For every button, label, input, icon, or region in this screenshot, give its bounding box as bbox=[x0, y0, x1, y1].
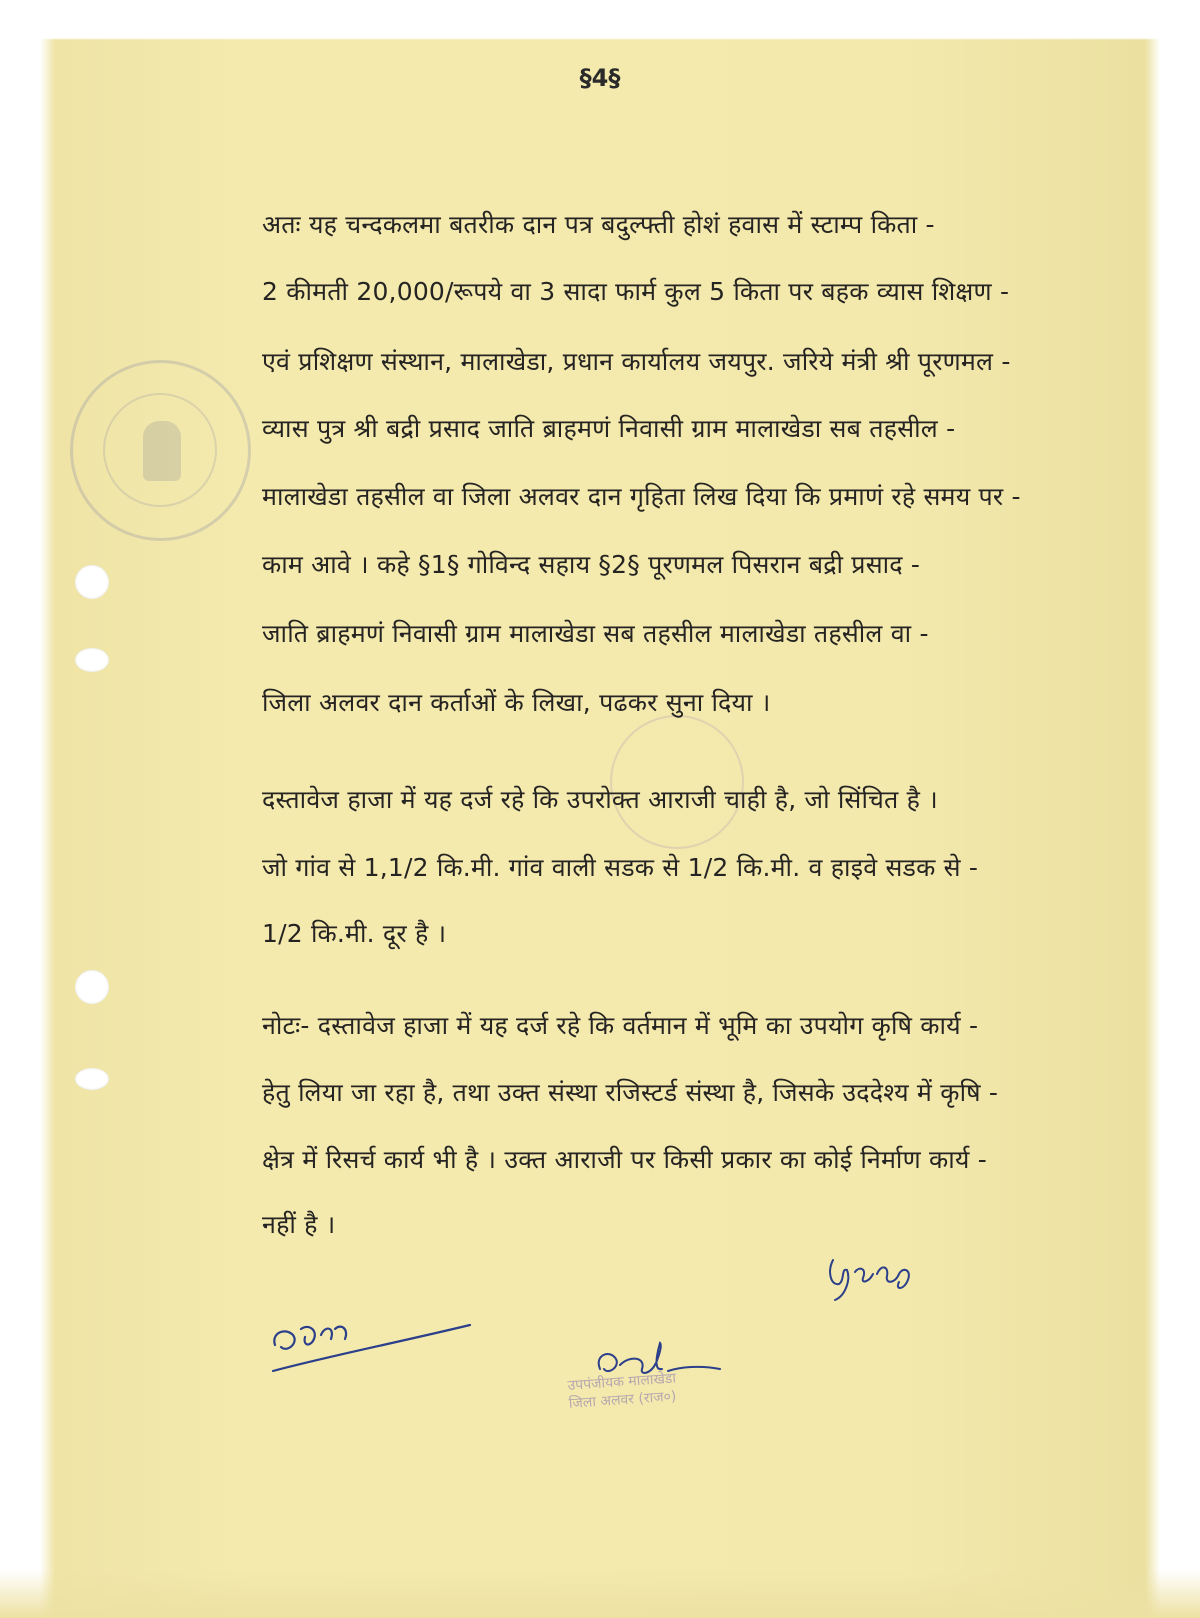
punch-hole-3 bbox=[75, 970, 109, 1004]
text-line-7: जाति ब्राहमणं निवासी ग्राम मालाखेडा सब तहसील मालाखेडा तहसील वा - bbox=[262, 619, 929, 648]
page-number: §4§ bbox=[579, 64, 621, 92]
punch-hole-1 bbox=[75, 565, 109, 599]
text-line-13: हेतु लिया जा रहा है, तथा उक्त संस्था रजिस्टर्ड संस्था है, जिसके उददेश्य में कृषि - bbox=[262, 1078, 999, 1107]
text-line-9: दस्तावेज हाजा में यह दर्ज रहे कि उपरोक्त आराजी चाही है, जो सिंचित है । bbox=[262, 785, 938, 814]
page-bottom-shade bbox=[0, 1570, 1200, 1618]
text-line-2: 2 कीमती 20,000/रूपये वा 3 सादा फार्म कुल 5 किता पर बहक व्यास शिक्षण - bbox=[262, 277, 1010, 306]
registrar-stamp-line-1: उपपंजीयक मालाखेडा bbox=[567, 1370, 677, 1394]
official-seal-stamp bbox=[70, 360, 251, 541]
text-line-8: जिला अलवर दान कर्ताओं के लिखा, पढकर सुना दिया । bbox=[262, 688, 771, 717]
signature-left bbox=[265, 1305, 480, 1385]
text-line-15: नहीं है । bbox=[262, 1210, 336, 1239]
emblem-icon bbox=[143, 421, 181, 481]
text-line-4: व्यास पुत्र श्री बद्री प्रसाद जाति ब्राहमणं निवासी ग्राम मालाखेडा सब तहसील - bbox=[262, 414, 956, 443]
text-line-3: एवं प्रशिक्षण संस्थान, मालाखेडा, प्रधान कार्यालय जयपुर. जरिये मंत्री श्री पूरणमल - bbox=[262, 347, 1011, 376]
text-line-10: जो गांव से 1,1/2 कि.मी. गांव वाली सडक से 1/2 कि.मी. व हाइवे सडक से - bbox=[262, 853, 979, 882]
text-line-14: क्षेत्र में रिसर्च कार्य भी है । उक्त आराजी पर किसी प्रकार का कोई निर्माण कार्य - bbox=[262, 1145, 987, 1174]
text-line-6: काम आवे । कहे §1§ गोविन्द सहाय §2§ पूरणमल पिसरान बद्री प्रसाद - bbox=[262, 550, 921, 579]
registrar-stamp-line-2: जिला अलवर (राज०) bbox=[568, 1388, 677, 1412]
text-line-1: अतः यह चन्दकलमा बतरीक दान पत्र बदुल्फ्ती होशं हवास में स्टाम्प किता - bbox=[262, 210, 935, 239]
text-line-5: मालाखेडा तहसील वा जिला अलवर दान गृहिता लिख दिया कि प्रमाणं रहे समय पर - bbox=[262, 482, 1021, 511]
punch-hole-2 bbox=[75, 648, 109, 672]
text-line-11: 1/2 कि.मी. दूर है । bbox=[262, 919, 447, 948]
faint-seal-stamp bbox=[610, 715, 744, 849]
signature-right bbox=[815, 1240, 935, 1310]
text-line-12: नोटः- दस्तावेज हाजा में यह दर्ज रहे कि वर्तमान में भूमि का उपयोग कृषि कार्य - bbox=[262, 1011, 979, 1040]
punch-hole-4 bbox=[75, 1068, 109, 1090]
